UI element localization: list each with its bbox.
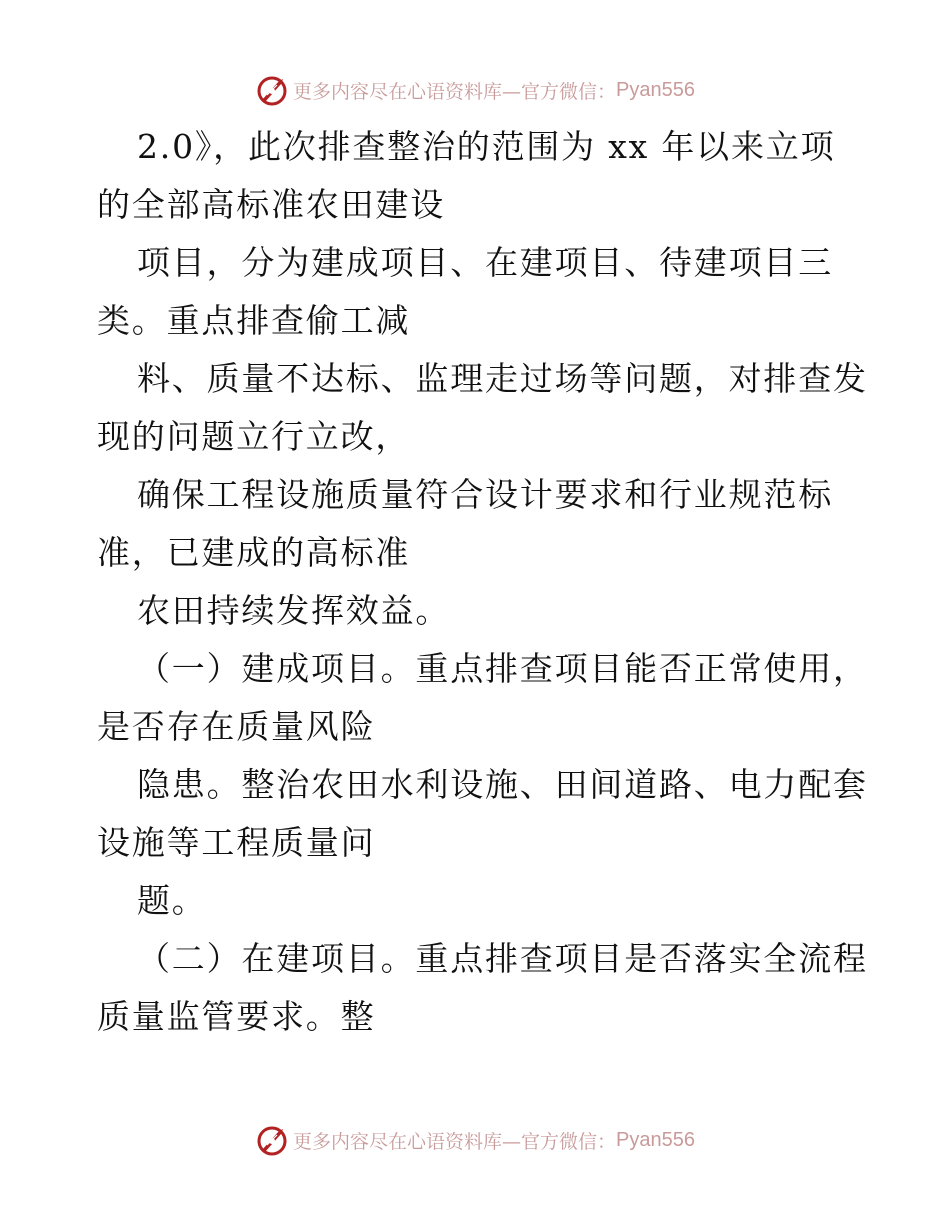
body-line: 确保工程设施质量符合设计要求和行业规范标 — [137, 475, 833, 514]
body-line: 农田持续发挥效益。 — [137, 591, 451, 630]
footer-banner-content — [255, 1123, 695, 1157]
body-line: 的全部高标准农田建设 — [97, 185, 445, 224]
header-banner-content — [255, 73, 695, 107]
body-line: 2.0》，此次排查整治的范围为 xx 年以来立项 — [137, 127, 836, 166]
body-line: 设施等工程质量问 — [97, 823, 376, 862]
footer-banner-text: 更多内容尽在心语资料库—官方微信： — [293, 1130, 617, 1153]
footer-banner — [0, 1120, 950, 1160]
body-line: 料、质量不达标、监理走过场等问题，对排查发 — [137, 359, 868, 398]
body-line: 项目，分为建成项目、在建项目、待建项目三 — [137, 243, 833, 282]
body-line: 准，已建成的高标准 — [97, 533, 411, 572]
body-line: （二）在建项目。重点排查项目是否落实全流程 — [137, 939, 868, 978]
body-line: （一）建成项目。重点排查项目能否正常使用， — [137, 649, 868, 688]
body-line: 质量监管要求。整 — [97, 997, 376, 1036]
body-line: 现的问题立行立改， — [97, 417, 411, 456]
body-line: 题。 — [137, 881, 207, 920]
header-banner-text: 更多内容尽在心语资料库—官方微信： — [293, 80, 617, 103]
footer-banner-id: Pyan556 — [616, 1128, 695, 1151]
header-banner — [0, 70, 950, 110]
document-body — [97, 118, 868, 1046]
body-line: 隐患。整治农田水利设施、田间道路、电力配套 — [137, 765, 868, 804]
body-line: 是否存在质量风险 — [97, 707, 376, 746]
quill-pen-logo-icon — [255, 1123, 289, 1157]
quill-pen-logo-icon — [255, 73, 289, 107]
body-line: 类。重点排查偷工减 — [97, 301, 411, 340]
header-banner-id: Pyan556 — [616, 78, 695, 101]
